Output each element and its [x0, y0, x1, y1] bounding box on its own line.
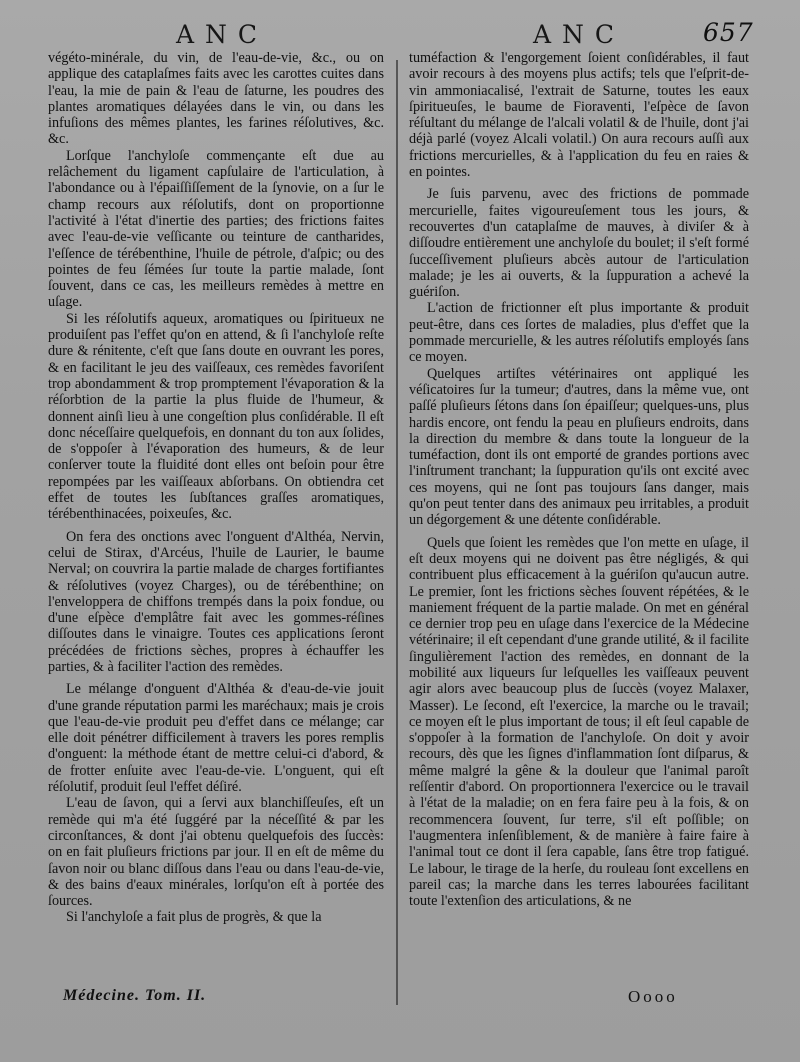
paragraph: Je ſuis parvenu, avec des frictions de pommade mercurielle, faites vigoureuſement tous les jours, & recouvertes d'un cataplaſme de mauves, à diviſer & à diſſoudre entièrement une anchyloſe du boulet; il s'eſt formé ſucceſſivement pluſieurs abcès autour de l'articulation malade; je les ai ouverts, & la ſuppuration a achevé la guériſon. [409, 186, 749, 301]
paragraph: Lorſque l'anchyloſe commençante eſt due au relâchement du ligament capſulaire de l'articulation, à l'abondance ou à l'épaiſſiſſement de la ſynovie, on a ſur le champ recours aux réſolutifs, dont on proportionne l'activité à l'état d'inertie des parties; des frictions faites avec l'eau-de-vie veſſicante ou teinture de cantharides, l'eſſence de térébenthine, l'huile de pétrole, d'aſpic; ou des pointes de feu ſémées ſur toute la partie malade, ſont ſouvent, dans ce cas, les meilleurs remèdes à mettre en uſage. [48, 147, 384, 311]
right-text-column [409, 50, 749, 909]
paragraph: Si l'anchyloſe a fait plus de progrès, & que la [66, 909, 322, 926]
paragraph: L'eau de ſavon, qui a ſervi aux blanchiſſeuſes, eſt un remède qui m'a été ſuggéré par la néceſſité & par les circonſtances, & dont j'ai obtenu quelquefois des ſuccès: on en fait pluſieurs frictions par jour. Il en eſt de même du ſavon noir ou blanc diſſous dans l'eau ou dans l'eau-de-vie, & des bains d'eaux minérales, lorſqu'on eſt à portée des ſources. [48, 795, 384, 910]
paragraph: Quelques artiſtes vétérinaires ont appliqué les véſicatoires ſur la tumeur; d'autres, dans la même vue, ont paſſé pluſieurs ſétons dans ſon épaiſſeur; quelques-uns, plus hardis encore, ont fendu la peau en pluſieurs endroits, dans la direction du membre & dans toute la longueur de la tuméfaction, dont ils ont emporté de grandes portions avec l'inſtrument tranchant; la ſuppuration qu'ils ont excité avec ces moyens, qui ne ſont pas toujours ſans danger, mais qu'on peut tenter dans des animaux peu irritables, a produit un dégorgement & une détente conſidérable. [409, 365, 749, 529]
footer-volume: Médecine. Tom. II. [63, 987, 207, 1004]
running-head-left: ANC [176, 20, 269, 49]
running-head-right: ANC [533, 20, 626, 49]
paragraph: végéto-minérale, du vin, de l'eau-de-vie, &c., ou on applique des cataplaſmes faits avec les carottes cuites dans l'eau, la mie de pain & l'eau de ſaturne, les poudres des plantes aromatiques délayées dans le vin, ou dans les infuſions des mêmes plantes, les farines réſolutives, &c. &c. [48, 50, 384, 148]
paragraph: L'action de frictionner eſt plus importante & produit peut-être, dans ces ſortes de maladies, plus d'effet que la pommade mercurielle, & les autres réſolutifs employés ſans ce moyen. [409, 300, 749, 366]
column-divider [396, 60, 398, 1005]
page-number: 657 [703, 18, 754, 47]
paragraph: Quels que ſoient les remèdes que l'on mette en uſage, il eſt deux moyens qui ne doivent pas être négligés, & qui contribuent plus efficacement à la guériſon qu'aucun autre. Le premier, ſont les frictions sèches ſouvent répétées, & le maniement fréquent de la partie malade. On met en général ce dernier trop peu en uſage dans l'exercice de la Médecine vétérinaire; il eſt cependant d'une grande utilité, & il facilite ſingulièrement l'action des remèdes, en donnant de la mobilité aux liqueurs ſur leſquelles les vaiſſeaux peuvent agir alors avec beaucoup plus de ſuccès (voyez Malaxer, Masser). Le ſecond, eſt l'exercice, la marche ou le travail; ce moyen eſt le plus important de tous; il eſt ſeul capable de s'oppoſer à la formation de l'anchyloſe. On doit y avoir recours, dès que les ſignes d'inflammation ſont diſparus, & même malgré la gêne & la douleur que l'animal paroît reſſentir d'abord. On proportionnera l'exercice ou le travail à l'état de la maladie; on en fera faire peu à la fois, & on recommencera ſouvent, ſur terre, s'il eſt poſſible; on l'augmentera inſenſiblement, & de manière à faire faire à l'animal tout ce dont il ſera capable, ſans être trop fatigué. Le labour, le tirage de la herſe, du rouleau ſont excellens en pareil cas; la marche dans les terres labourées facilitant toute l'extenſion des articulations, & ne [409, 534, 749, 910]
paragraph: On fera des onctions avec l'onguent d'Althéa, Nervin, celui de Stirax, d'Arcéus, l'huile de Laurier, le baume Nerval; on couvrira la partie malade de charges fortifiantes & réſolutives (voyez Charges), ou de térébenthine; on l'enveloppera de chiffons trempés dans la poix fondue, ou d'une eſpèce d'emplâtre fait avec les gommes-réſines diſſoutes dans le vinaigre. Toutes ces applications ſeront précédées de frictions sèches, propres à échauffer les parties, & à faciliter l'action des remèdes. [48, 528, 384, 675]
paragraph: tuméfaction & l'engorgement ſoient conſidérables, il faut avoir recours à des moyens plus actifs; tels que l'eſprit-de-vin ammoniacalisé, l'extrait de Saturne, toutes les eaux ſpiritueuſes, le baume de Fioraventi, l'eſpèce de ſavon réſultant du mélange de l'alcali volatil & de l'huile, dont j'ai déjà parlé (voyez Alcali volatil.) On aura recours auſſi aux frictions mercurielles, & à l'application du feu en raies & en pointes. [409, 50, 749, 181]
left-text-column [48, 50, 384, 926]
signature-mark: Oooo [628, 987, 678, 1006]
paragraph: Le mélange d'onguent d'Althéa & d'eau-de-vie jouit d'une grande réputation parmi les maréchaux; mais je crois que l'eau-de-vie produit peu d'effet dans ce mélange; car elle doit pénétrer difficilement à travers les pores remplis d'onguent: la méthode étant de mettre celui-ci d'abord, & de frotter enſuite avec l'eau-de-vie. L'onguent, qui eſt réſolutif, produit ſeul l'effet déſiré. [48, 681, 384, 796]
paragraph: Si les réſolutifs aqueux, aromatiques ou ſpiritueux ne produiſent pas l'effet qu'on en attend, & ſi l'anchyloſe reſte dure & rénitente, c'eſt que ſans doute en ouvrant les pores, & en facilitant le jeu des vaiſſeaux, ces remèdes favoriſent trop abondamment & trop promptement l'évaporation & la réſorbtion de la partie la plus fluide de l'humeur, & donnent ainſi lieu à une congeſtion plus conſidérable. Il eſt donc néceſſaire quelquefois, en donnant du ton aux ſolides, de s'oppoſer à l'évaporation des humeurs, & de leur conſerver toute la fluidité dont elles ont beſoin pour être repompées par les vaiſſeaux abſorbans. On obtiendra cet effet de toutes les ſubſtances graſſes aromatiques, térébenthinacées, poixeuſes, &c. [48, 310, 384, 523]
